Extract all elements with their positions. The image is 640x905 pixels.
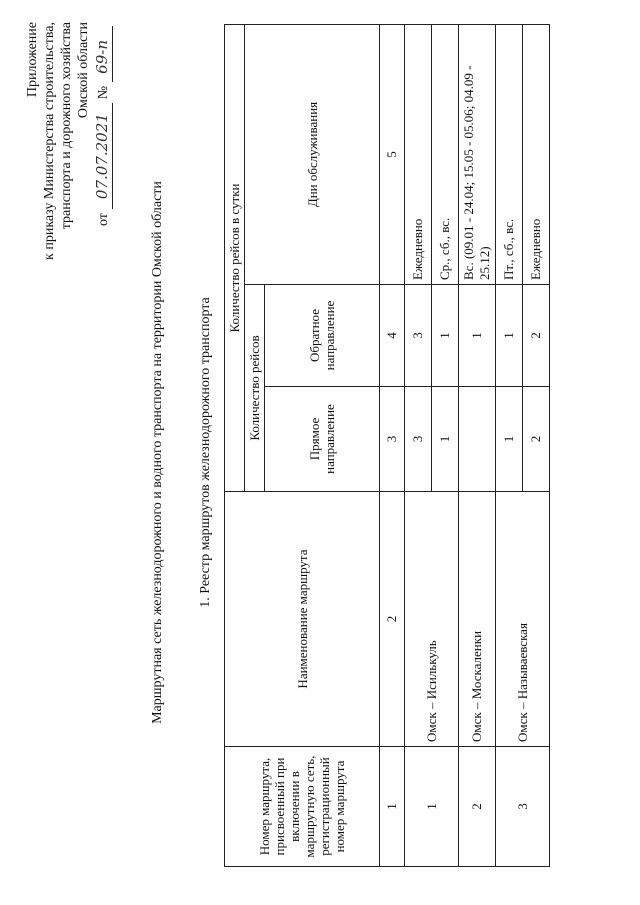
rail-route-registry-table	[224, 24, 550, 867]
forward-trips-cell: 2	[523, 387, 550, 492]
route-name-cell: Омск – Москаленки	[459, 492, 496, 747]
reverse-trips-cell: 1	[459, 285, 496, 387]
table-row	[459, 25, 496, 867]
number-prefix: №	[96, 85, 111, 100]
order-reference-line-1: к приказу Министерства строительства,	[42, 22, 57, 260]
document-title: Маршрутная сеть железнодорожного и водного транспорта на территории Омской области	[150, 181, 165, 724]
section-title: 1. Реестр маршрутов железнодорожного транспорта	[198, 297, 213, 608]
column-index: 3	[380, 387, 405, 492]
forward-trips-cell: 1	[432, 387, 459, 492]
date-prefix: от	[96, 213, 111, 227]
column-index: 2	[380, 492, 405, 747]
table-row	[405, 25, 432, 867]
header-trips-per-day: Количество рейсов в сутки	[225, 25, 245, 492]
service-days-cell: Пт., сб., вс.	[496, 25, 523, 285]
service-days-cell: Вс. (09.01 - 24.04; 15.05 - 05.06; 04.09 - 25.12)	[459, 25, 496, 285]
header-service-days: Дни обслуживания	[245, 25, 380, 285]
header-forward-direction: Прямое направление	[265, 387, 380, 492]
document-header	[24, 22, 113, 352]
header-trip-count: Количество рейсов	[245, 285, 265, 492]
column-index: 4	[380, 285, 405, 387]
order-reference-line-2: транспорта и дорожного хозяйства	[59, 22, 74, 230]
route-number-cell: 2	[459, 747, 496, 867]
table-row	[496, 25, 523, 867]
header-reverse-direction: Обратное направление	[265, 285, 380, 387]
column-index-row	[380, 25, 405, 867]
handwritten-date: 07.07.2021	[94, 103, 113, 209]
route-name-cell: Омск – Называевская	[496, 492, 550, 747]
order-reference-line-3: Омской области	[76, 22, 91, 119]
appendix-label: Приложение	[25, 22, 40, 98]
column-index: 1	[380, 747, 405, 867]
forward-trips-cell: 1	[496, 387, 523, 492]
order-date-line	[94, 22, 113, 352]
header-route-number: Номер маршрута, присвоенный при включении в маршрутную сеть, регистрационный номер маршрута	[225, 747, 380, 867]
header-route-name: Наименование маршрута	[225, 492, 380, 747]
route-number-cell: 1	[405, 747, 459, 867]
reverse-trips-cell: 1	[496, 285, 523, 387]
route-name-cell: Омск – Исилькуль	[405, 492, 459, 747]
reverse-trips-cell: 3	[405, 285, 432, 387]
handwritten-order-number: 69-п	[94, 26, 113, 82]
service-days-cell: Ср., сб., вс.	[432, 25, 459, 285]
forward-trips-cell: 3	[405, 387, 432, 492]
service-days-cell: Ежедневно	[523, 25, 550, 285]
service-days-cell: Ежедневно	[405, 25, 432, 285]
column-index: 5	[380, 25, 405, 285]
forward-trips-cell	[459, 387, 496, 492]
reverse-trips-cell: 2	[523, 285, 550, 387]
reverse-trips-cell: 1	[432, 285, 459, 387]
route-number-cell: 3	[496, 747, 550, 867]
